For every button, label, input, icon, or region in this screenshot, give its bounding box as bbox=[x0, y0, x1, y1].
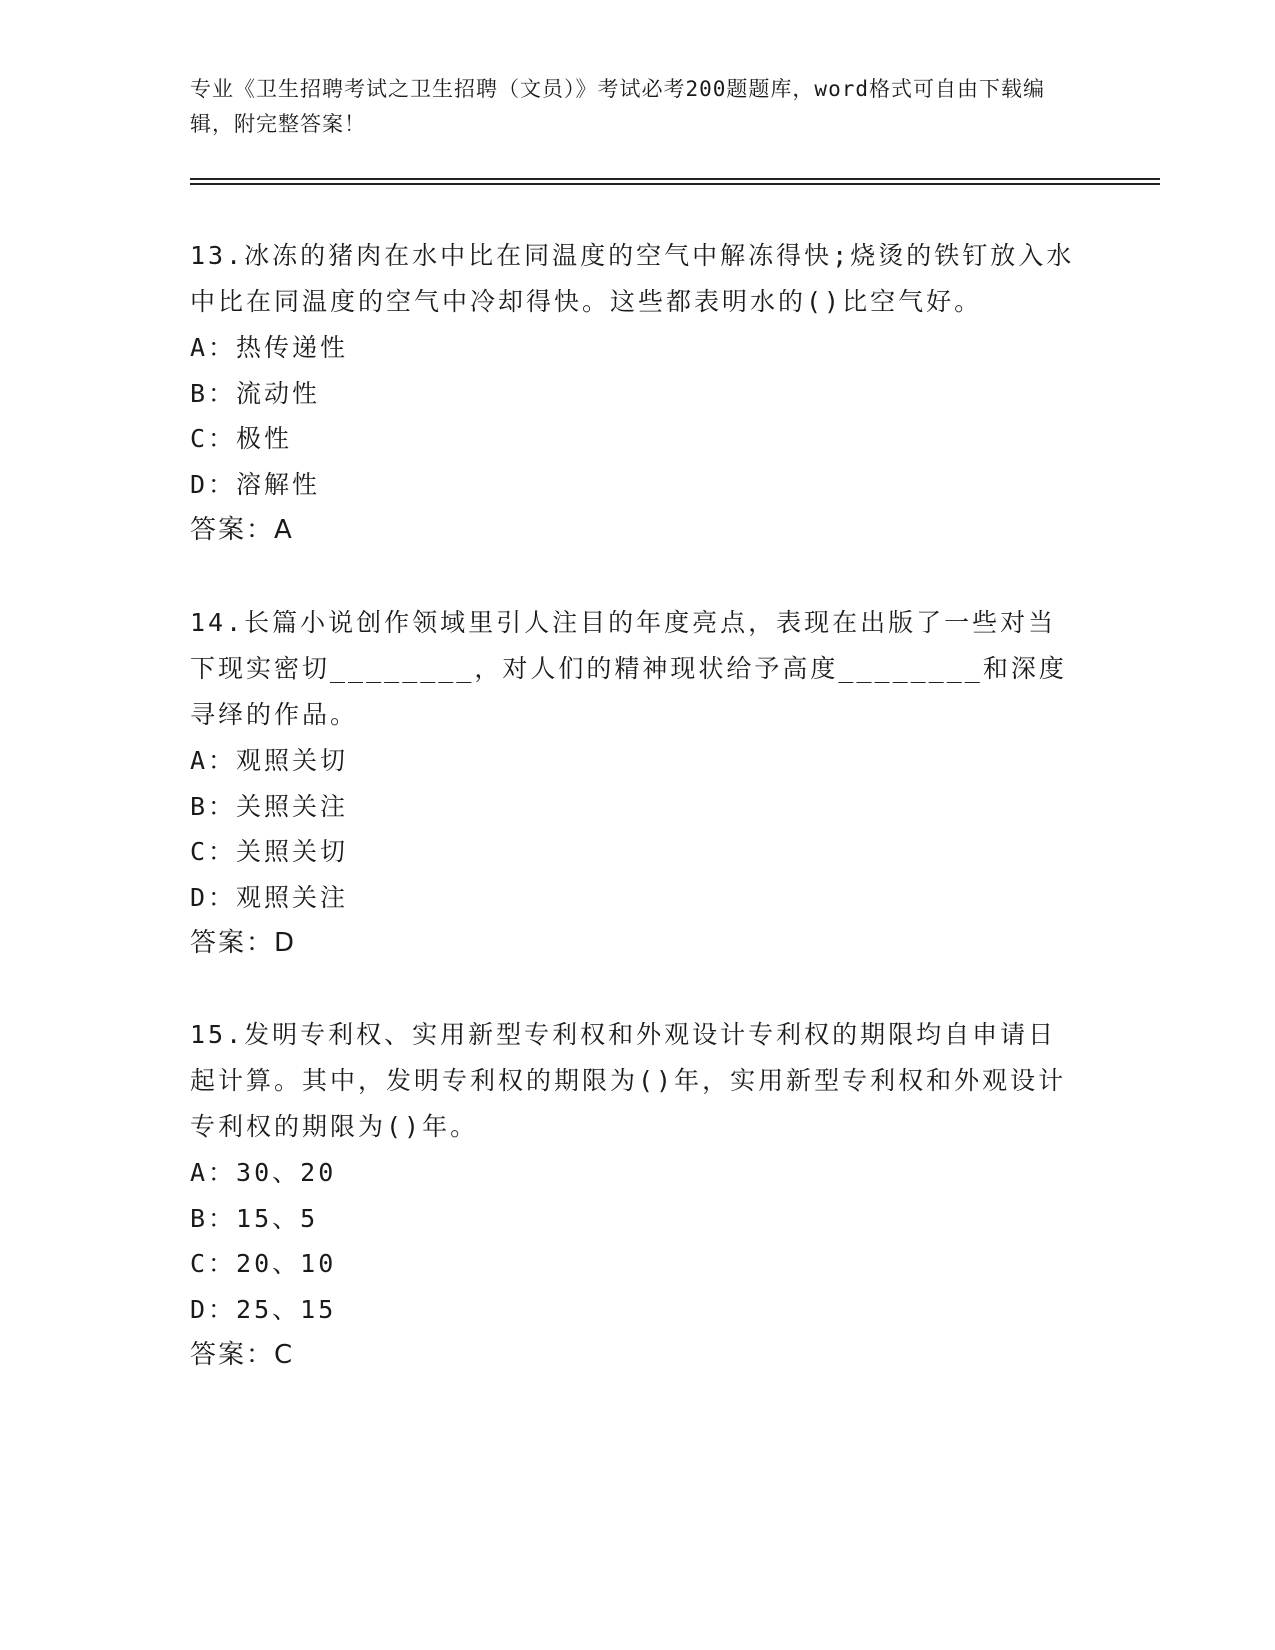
option-c: C：20、10 bbox=[190, 1249, 337, 1278]
question-14 bbox=[190, 600, 1080, 966]
option-d: D：溶解性 bbox=[190, 469, 321, 499]
header-rule-bottom bbox=[190, 183, 1160, 185]
header-rule-top bbox=[190, 178, 1160, 180]
answer: 答案：C bbox=[190, 1340, 295, 1370]
question-stem: 13.冰冻的猪肉在水中比在同温度的空气中解冻得快;烧烫的铁钉放入水中比在同温度的空气中冷却得快。这些都表明水的()比空气好。 bbox=[190, 241, 1075, 316]
option-c: C：极性 bbox=[190, 424, 293, 453]
option-a: A：观照关切 bbox=[190, 746, 349, 775]
question-stem: 14.长篇小说创作领域里引人注目的年度亮点，表现在出版了一些对当下现实密切________，对人们的精神现状给予高度________和深度寻绎的作品。 bbox=[190, 608, 1067, 729]
answer: 答案：D bbox=[190, 928, 297, 958]
answer: 答案：A bbox=[190, 515, 294, 545]
question-15 bbox=[190, 1012, 1080, 1378]
option-a: A：热传递性 bbox=[190, 333, 349, 362]
option-c: C：关照关切 bbox=[190, 837, 349, 866]
option-b: B：15、5 bbox=[190, 1203, 319, 1233]
option-d: D：观照关注 bbox=[190, 882, 349, 912]
option-d: D：25、15 bbox=[190, 1294, 337, 1324]
question-stem: 15.发明专利权、实用新型专利权和外观设计专利权的期限均自申请日起计算。其中，发明专利权的期限为()年，实用新型专利权和外观设计专利权的期限为()年。 bbox=[190, 1020, 1067, 1141]
option-b: B：关照关注 bbox=[190, 791, 349, 821]
document-header: 专业《卫生招聘考试之卫生招聘（文员）》考试必考200题题库，word格式可自由下载编辑，附完整答案！ bbox=[190, 77, 1045, 136]
option-a: A：30、20 bbox=[190, 1158, 337, 1187]
option-b: B：流动性 bbox=[190, 378, 321, 408]
question-13 bbox=[190, 233, 1080, 553]
